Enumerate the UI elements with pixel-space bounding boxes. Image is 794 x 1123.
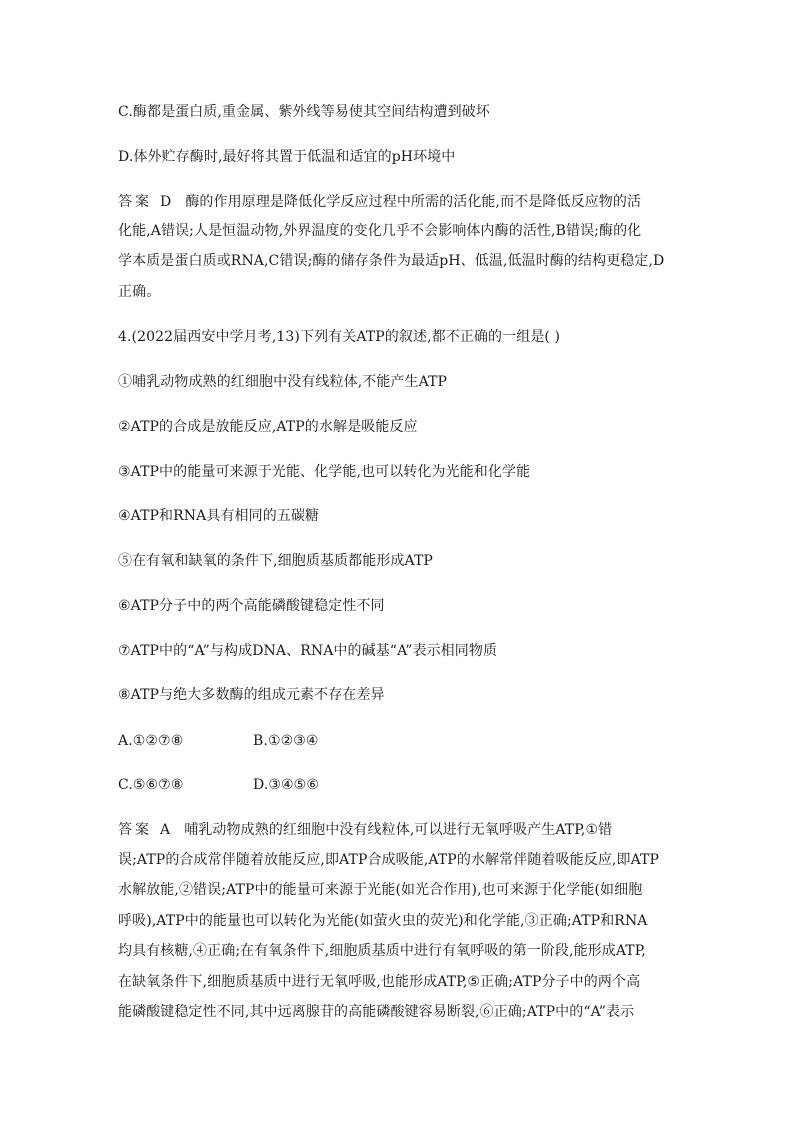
answer2-explanation-line: 呼吸),ATP中的能量也可以转化为光能(如萤火虫的荧光)和化学能,③正确;ATP和RNA: [118, 913, 648, 929]
answer1-explanation-line: 酶的作用原理是降低化学反应过程中所需的活化能,而不是降低反应物的活: [185, 194, 642, 210]
question4-stem: 4.(2022届西安中学月考,13)下列有关ATP的叙述,都不正确的一组是( ): [118, 329, 561, 345]
answer2-explanation-line: 哺乳动物成熟的红细胞中没有线粒体,可以进行无氧呼吸产生ATP,①错: [184, 822, 613, 838]
answer1-letter: D: [160, 194, 172, 210]
answer2-explanation-line: 均具有核糖,④正确;在有氧条件下,细胞质基质中进行有氧呼吸的第一阶段,能形成ATP,: [118, 943, 646, 959]
statement-item: ④ATP和RNA具有相同的五碳糖: [118, 508, 320, 524]
answer2-explanation-line: 水解放能,②错误;ATP中的能量可来源于光能(如光合作用),也可来源于化学能(如细胞: [118, 882, 643, 898]
option-d-text: D.体外贮存酶时,最好将其置于低温和适宜的pH环境中: [118, 149, 456, 165]
statement-item: ⑤在有氧和缺氧的条件下,细胞质基质都能形成ATP: [118, 553, 433, 569]
answer1-first-line: [118, 192, 641, 212]
option-c-text: C.酶都是蛋白质,重金属、紫外线等易使其空间结构遭到破坏: [118, 104, 490, 120]
statement-item: ③ATP中的能量可来源于光能、化学能,也可以转化为光能和化学能: [118, 464, 531, 480]
answer2-first-line: [118, 820, 612, 840]
option-d: D.③④⑤⑥: [253, 777, 319, 793]
answer2-label: 答案: [118, 822, 152, 838]
answer1-explanation-line: 学本质是蛋白质或RNA,C错误;酶的储存条件为最适pH、低温,低温时酶的结构更稳定,D: [118, 253, 665, 269]
option-b: B.①②③④: [253, 733, 319, 749]
statement-item: ⑦ATP中的“A”与构成DNA、RNA中的碱基“A”表示相同物质: [118, 643, 498, 659]
options-row-cd: [118, 775, 319, 795]
answer2-explanation-line: 误;ATP的合成常伴随着放能反应,即ATP合成吸能,ATP的水解常伴随着吸能反应,即ATP: [118, 852, 659, 868]
option-c: C.⑤⑥⑦⑧: [118, 777, 184, 793]
answer2-explanation-line: 能磷酸键稳定性不同,其中远离腺苷的高能磷酸键容易断裂,⑥正确;ATP中的“A”表示: [118, 1004, 635, 1020]
statement-item: ②ATP的合成是放能反应,ATP的水解是吸能反应: [118, 419, 418, 435]
answer2-explanation-line: 在缺氧条件下,细胞质基质中进行无氧呼吸,也能形成ATP,⑤正确;ATP分子中的两个高: [118, 974, 641, 990]
option-a: A.①②⑦⑧: [118, 733, 184, 749]
answer2-letter: A: [160, 822, 171, 838]
statement-item: ①哺乳动物成熟的红细胞中没有线粒体,不能产生ATP: [118, 374, 448, 390]
statement-item: ⑥ATP分子中的两个高能磷酸键稳定性不同: [118, 598, 385, 614]
answer1-explanation-line: 正确。: [118, 284, 161, 300]
answer1-label: 答案: [118, 194, 152, 210]
options-row-ab: [118, 731, 319, 751]
statement-item: ⑧ATP与绝大多数酶的组成元素不存在差异: [118, 687, 385, 703]
answer1-explanation-line: 化能,A错误;人是恒温动物,外界温度的变化几乎不会影响体内酶的活性,B错误;酶的化: [118, 223, 642, 239]
